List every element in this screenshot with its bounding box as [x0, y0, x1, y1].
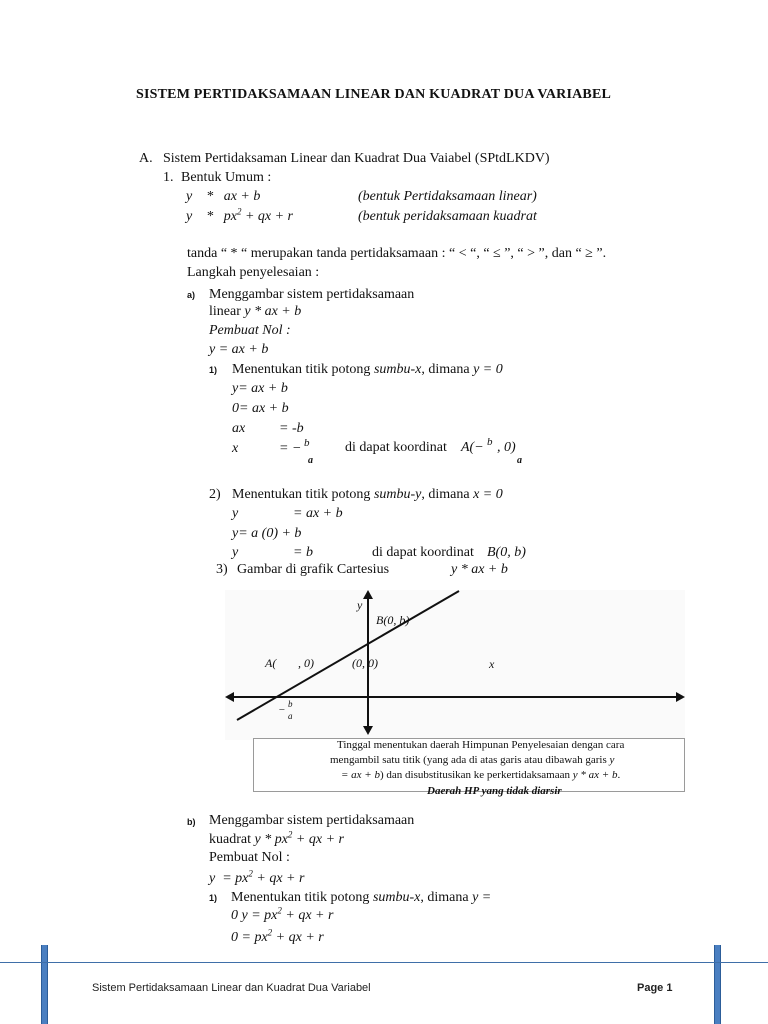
note-caption: Daerah HP yang tidak diarsir — [427, 785, 562, 797]
part-b-eq-a: y = px — [209, 871, 249, 886]
note-line3d: . — [617, 769, 621, 781]
section-a-heading: Sistem Pertidaksaman Linear dan Kuadrat Dua Vaiabel (SPtdLKDV) — [163, 151, 550, 166]
step3-marker: 3) — [216, 562, 228, 577]
s1-frac-num: b — [304, 437, 310, 449]
step2-rest: , dimana — [421, 487, 474, 502]
part-b-step1-marker: 1) — [209, 893, 218, 903]
note-line3c: y * ax + b — [572, 769, 618, 781]
step2-marker: 2) — [209, 487, 221, 502]
s2-line1a: y — [232, 506, 239, 521]
s1-coord-end: , 0) — [497, 440, 516, 455]
s1-line2: 0= ax + b — [232, 401, 289, 416]
graph-label-y: y — [357, 598, 363, 612]
step1-text — [232, 362, 503, 378]
part-b-step1-plain: Menentukan titik potong — [231, 890, 373, 905]
page-title: SISTEM PERTIDAKSAMAAN LINEAR DAN KUADRAT DUA VARIABEL — [136, 87, 612, 102]
step1-ital: sumbu-x — [373, 362, 422, 377]
note-line1: Tinggal menentukan daerah Himpunan Penyelesaian dengan cara — [337, 739, 625, 751]
part-b-line2-rest: + qx + r — [292, 832, 344, 847]
step1-text-plain: Menentukan titik potong — [232, 362, 374, 377]
form2-rest: + qx + r — [241, 209, 293, 224]
step2-text — [232, 487, 503, 503]
part-b-eq-exp: 2 — [248, 868, 253, 879]
part-a-line1: Menggambar sistem pertidaksamaan — [209, 287, 415, 302]
part-b-line2-exp: 2 — [287, 829, 293, 840]
part-a-pembuat: Pembuat Nol : — [209, 323, 291, 338]
part-b-l1-exp: 2 — [277, 905, 282, 916]
s1-line4a: x — [232, 441, 239, 456]
graph-label-origin: (0, 0) — [352, 656, 378, 670]
s2-line2: y= a (0) + b — [232, 526, 302, 541]
item1-label: Bentuk Umum : — [181, 170, 272, 185]
footer-page-number: Page 1 — [637, 982, 673, 994]
part-b-step1-text — [231, 890, 491, 906]
part-b-step1-rest: , dimana — [420, 890, 473, 905]
item1-marker: 1. — [163, 170, 174, 185]
general-form-quadratic-desc: (bentuk peridaksamaan kuadrat — [358, 209, 537, 224]
footer-bar-right — [714, 945, 721, 1024]
graph-label-frac-den: a — [288, 711, 293, 721]
step3-text: Gambar di grafik Cartesius — [237, 562, 390, 577]
part-b-step1-cond: y = — [472, 890, 492, 905]
part-b-line2-plain: kuadrat — [209, 832, 255, 847]
part-a-marker: a) — [187, 290, 196, 300]
graph-label-frac-num: b — [288, 699, 293, 709]
part-b-pembuat: Pembuat Nol : — [209, 850, 290, 865]
graph-label-a: A( — [265, 656, 277, 670]
note-line3b: ) dan disubstitusikan ke perkertidaksamaan — [379, 769, 573, 781]
part-b-l2-exp: 2 — [267, 927, 273, 938]
s1-coord: A(− — [461, 440, 484, 455]
part-b-line1: Menggambar sistem pertidaksamaan — [209, 813, 415, 828]
graph-label-b: B(0, b) — [376, 613, 410, 627]
part-a-line2-ital: y * ax + b — [244, 304, 302, 319]
note-line3a: = ax + b — [341, 769, 380, 781]
s2-line3b: = b — [293, 545, 313, 560]
s1-line1: y= ax + b — [232, 381, 288, 396]
footer-bar-left — [41, 945, 48, 1024]
graph-label-minus: − — [278, 704, 286, 716]
footer-divider — [0, 962, 768, 963]
form2-lhs: y * px — [186, 209, 237, 224]
step1-cond: y = 0 — [473, 362, 503, 377]
part-a-line2 — [209, 304, 301, 320]
graph-label-x: x — [489, 657, 495, 671]
graph-label-a-end: , 0) — [298, 656, 314, 670]
step2-ital: sumbu-y — [373, 487, 422, 502]
note-line2a: mengambil satu titik (yang ada di atas garis atau dibawah garis — [330, 754, 610, 766]
tanda-text: tanda “ * “ merupakan tanda pertidaksamaan : “ < “, “ ≤ ”, “ > ”, dan “ ≥ ”. — [187, 246, 607, 261]
part-b-l1 — [231, 905, 334, 924]
step1-rest: , dimana — [421, 362, 474, 377]
s1-line3b: = -b — [279, 421, 304, 436]
part-a-eq: y = ax + b — [209, 342, 269, 357]
step2-text-plain: Menentukan titik potong — [232, 487, 374, 502]
part-b-eq-rest: + qx + r — [252, 871, 305, 886]
part-b-eq — [209, 868, 305, 887]
part-b-step1-ital: sumbu-x — [372, 890, 421, 905]
s1-frac-den: a — [308, 455, 313, 466]
part-b-l2-rest: + qx + r — [272, 930, 324, 945]
note-line2b: y — [609, 754, 615, 766]
s1-coord-den: a — [517, 455, 522, 466]
part-b-l1-a: 0 y = px — [231, 908, 278, 923]
general-form-quadratic — [186, 206, 293, 225]
part-a-line2-plain: linear — [209, 304, 245, 319]
langkah-text: Langkah penyelesaian : — [187, 265, 320, 280]
general-form-linear: y * ax + b — [186, 189, 261, 204]
s1-coord-num: b — [487, 436, 493, 448]
s2-coord: B(0, b) — [487, 545, 526, 560]
s1-line4b: = − — [279, 441, 302, 456]
part-b-l2 — [231, 927, 324, 946]
s1-coord-text: di dapat koordinat — [345, 440, 447, 455]
note-line3 — [341, 769, 620, 781]
general-form-linear-desc: (bentuk Pertidaksamaan linear) — [358, 189, 537, 204]
part-b-l1-rest: + qx + r — [281, 908, 334, 923]
form2-exp: 2 — [236, 206, 242, 217]
part-b-line2 — [209, 829, 344, 848]
part-b-line2-ital: y * px — [254, 832, 288, 847]
s2-coord-text: di dapat koordinat — [372, 545, 474, 560]
s2-line3a: y — [232, 545, 239, 560]
s2-line1b: = ax + b — [293, 506, 343, 521]
step3-ital: y * ax + b — [451, 562, 508, 577]
graph-background — [225, 590, 685, 740]
s1-line3a: ax — [232, 421, 246, 436]
step1-marker: 1) — [209, 365, 218, 375]
part-b-l2-a: 0 = px — [231, 930, 268, 945]
step2-cond: x = 0 — [473, 487, 503, 502]
part-b-marker: b) — [187, 817, 196, 827]
note-line2 — [330, 754, 614, 766]
footer-title: Sistem Pertidaksamaan Linear dan Kuadrat Dua Variabel — [92, 982, 371, 994]
cartesian-graph — [225, 590, 685, 740]
section-a-marker: A. — [139, 151, 153, 166]
